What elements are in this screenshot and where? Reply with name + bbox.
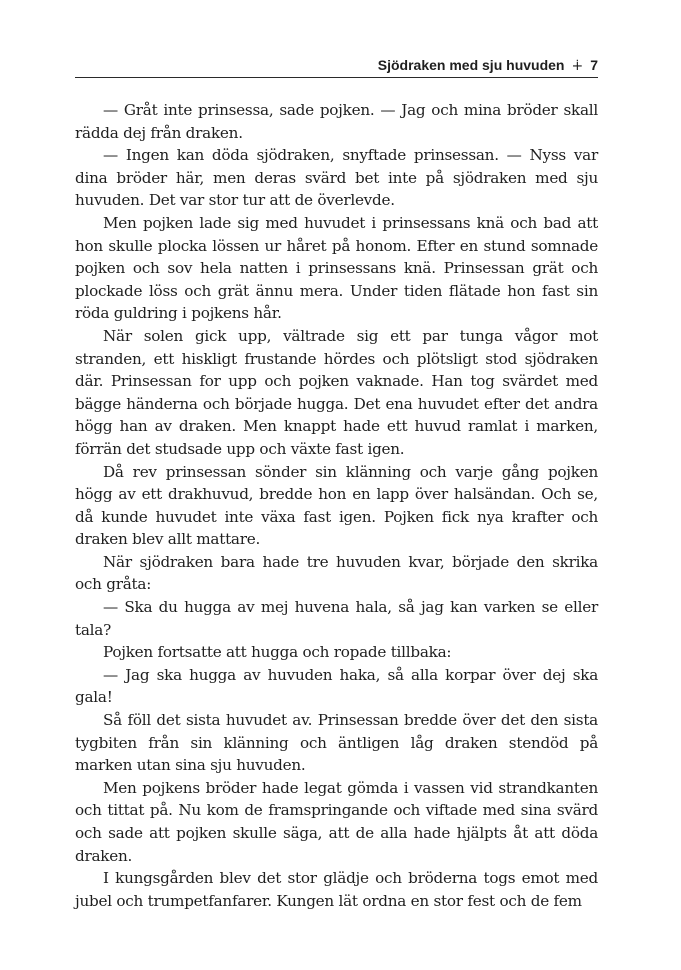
paragraph: Då rev prinsessan sönder sin klänning och varje gång pojken högg av ett drakhuvud, bredde hon en lapp över halsändan. Och se, då kunde huvudet inte växa fast igen. Pojken fick nya krafter och draken blev allt mattare. (75, 462, 598, 549)
chapter-title: Sjödraken med sju huvuden (377, 57, 565, 73)
page-number: 7 (590, 57, 598, 73)
paragraph: Men pojken lade sig med huvudet i prinsessans knä och bad att hon skulle plocka lössen ur håret på honom. Efter en stund somnade pojken och sov hela natten i prinsessans knä. Prinsessan grät och plockade löss och grät ännu mera. Under tiden flätade hon fast sin röda guldring i pojkens hår. (75, 213, 598, 323)
paragraph: När sjödraken bara hade tre huvuden kvar, började den skrika och gråta: (75, 552, 598, 594)
paragraph: När solen gick upp, vältrade sig ett par tunga vågor mot stranden, ett hiskligt frustande hördes och plötsligt stod sjödraken där. Prinsessan for upp och pojken vaknade. Han tog svärdet med bägge händerna och började hugga. Det ena huvudet efter det andra högg han av draken. Men knappt hade ett huvud ramlat i marken, förrän det studsade upp och växte fast igen. (75, 326, 598, 458)
paragraph: — Ingen kan döda sjödraken, snyftade prinsessan. — Nyss var dina bröder här, men deras svärd bet inte på sjödraken med sju huvuden. Det var stor tur att de överlevde. (75, 146, 598, 210)
paragraph: — Jag ska hugga av huvuden haka, så alla korpar över dej ska gala! (75, 665, 598, 707)
story-text (75, 99, 598, 912)
paragraph: I kungsgården blev det stor glädje och bröderna togs emot med jubel och trumpetfanfarer. Kungen lät ordna en stor fest och de fem (75, 869, 598, 910)
paragraph: Men pojkens bröder hade legat gömda i vassen vid strandkanten och tittat på. Nu kom de framspringande och viftade med sina svärd och sade att pojken skulle säga, att de alla hade hjälpts åt att döda draken. (75, 778, 598, 865)
running-header (75, 56, 598, 78)
paragraph: Pojken fortsatte att hugga och ropade tillbaka: (103, 643, 452, 662)
paragraph: — Gråt inte prinsessa, sade pojken. — Jag och mina bröder skall rädda dej från draken. (75, 101, 598, 142)
paragraph: — Ska du hugga av mej huvena hala, så jag kan varken se eller tala? (75, 598, 598, 639)
paragraph: Så föll det sista huvudet av. Prinsessan bredde över det den sista tygbiten från sin klänning och äntligen låg draken stendöd på marken utan sina sju huvuden. (75, 711, 598, 775)
separator-glyph: ∔ (571, 57, 584, 73)
